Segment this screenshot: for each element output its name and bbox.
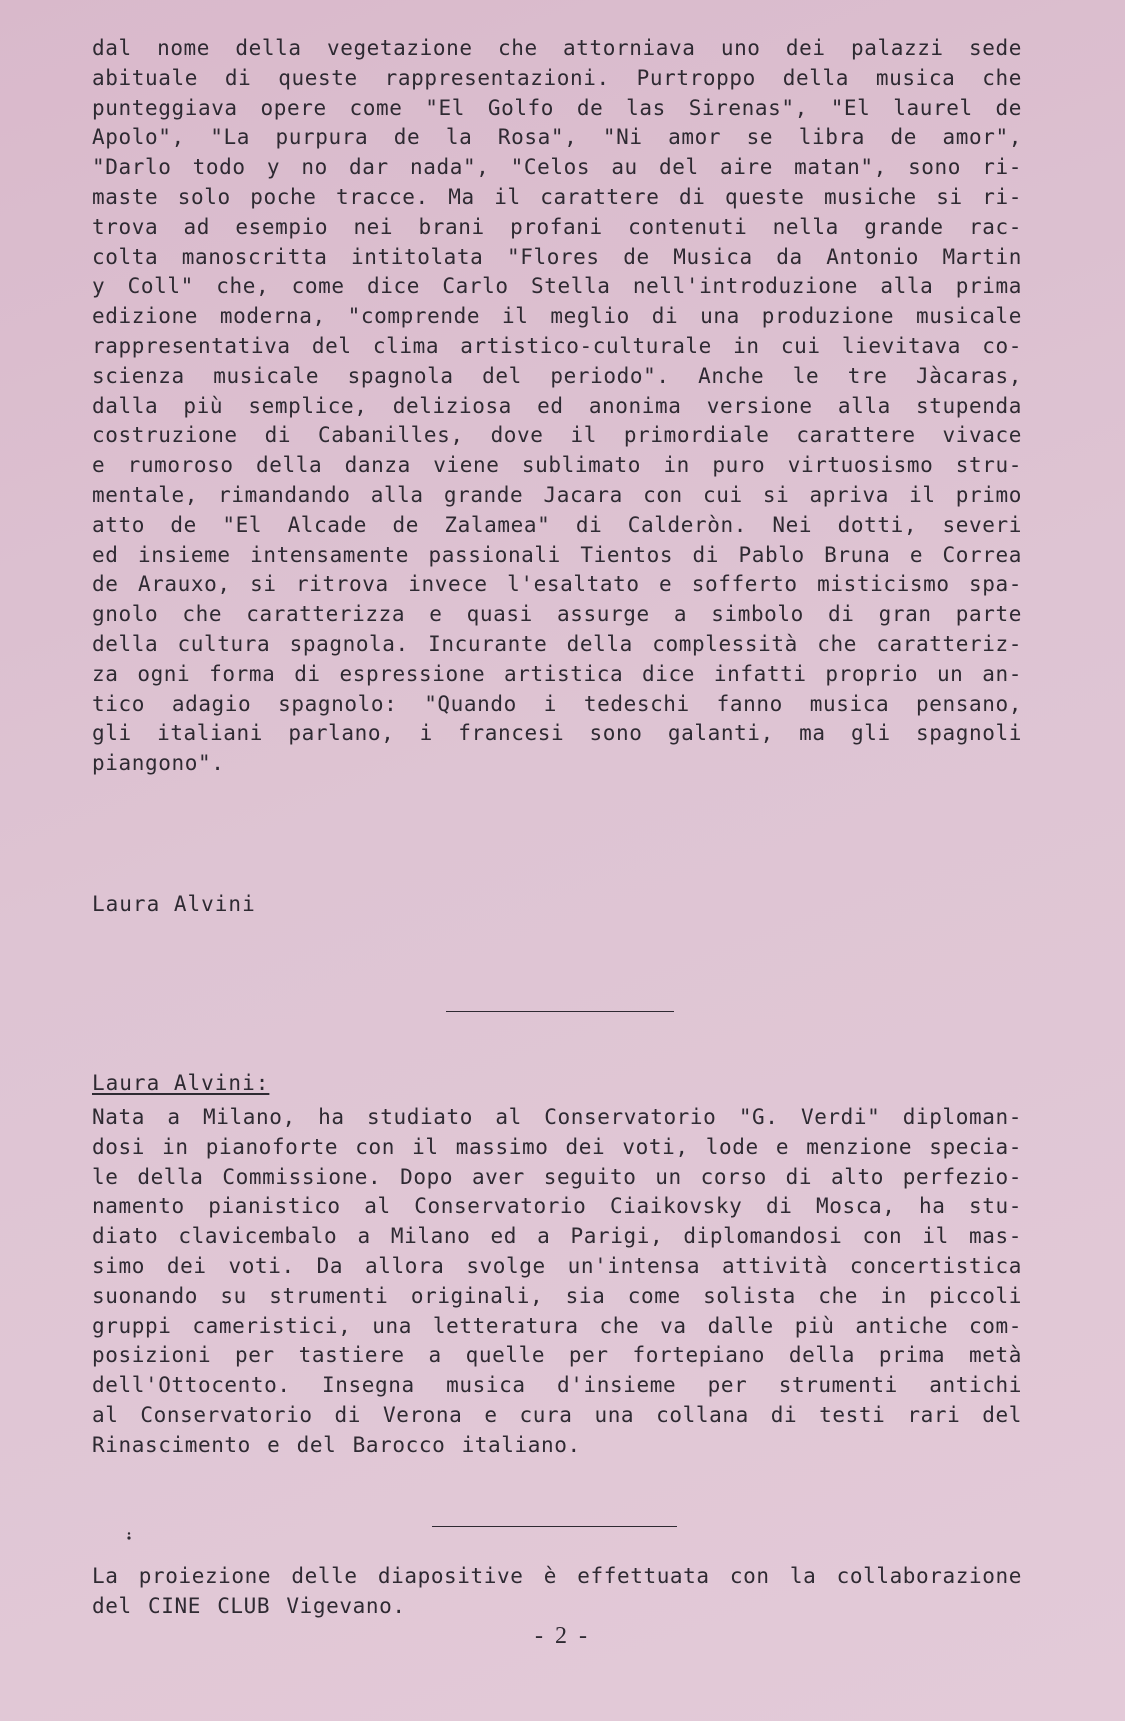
text-line: piangono".	[92, 751, 225, 776]
text-line: punteggiava opere come "El Golfo de las Sirenas", "El laurel de	[92, 95, 1022, 120]
text-line: le della Commissione. Dopo aver seguito un corso di alto perfezio-	[92, 1164, 1022, 1189]
text-line: za ogni forma di espressione artistica dice infatti proprio un an-	[92, 661, 1022, 686]
ink-mark	[127, 1532, 131, 1540]
text-line: gnolo che caratterizza e quasi assurge a simbolo di gran parte	[92, 602, 1022, 627]
text-line: rappresentativa del clima artistico-culturale in cui lievitava co-	[92, 333, 1022, 358]
text-line: dal nome della vegetazione che attorniava uno dei palazzi sede	[92, 36, 1022, 60]
text-line: dosi in pianoforte con il massimo dei voti, lode e menzione specia-	[92, 1134, 1022, 1159]
bio-paragraph	[92, 1103, 1022, 1461]
text-line: diato clavicembalo a Milano ed a Parigi, diplomandosi con il mas-	[92, 1224, 1022, 1249]
text-line: colta manoscritta intitolata "Flores de Musica da Antonio Martin	[92, 244, 1022, 269]
bio-heading: Laura Alvini:	[92, 1071, 270, 1095]
text-line: gruppi cameristici, una letteratura che va dalle più antiche com-	[92, 1313, 1022, 1338]
credit-note	[92, 1562, 1022, 1622]
text-line: maste solo poche tracce. Ma il carattere di queste musiche si ri-	[92, 184, 1022, 209]
text-line: posizioni per tastiere a quelle per fortepiano della prima metà	[92, 1343, 1022, 1368]
text-line: scienza musicale spagnola del periodo". Anche le tre Jàcaras,	[92, 363, 1022, 388]
text-line: ed insieme intensamente passionali Tientos di Pablo Bruna e Correa	[92, 542, 1022, 567]
essay-paragraph	[92, 34, 1022, 779]
text-line: dell'Ottocento. Insegna musica d'insieme per strumenti antichi	[92, 1373, 1022, 1398]
text-line: La proiezione delle diapositive è effettuata con la collaborazione	[92, 1564, 1022, 1588]
author-signature: Laura Alvini	[92, 892, 256, 916]
text-line: e rumoroso della danza viene sublimato in puro virtuosismo stru-	[92, 453, 1022, 478]
text-line: y Coll" che, come dice Carlo Stella nell'introduzione alla prima	[92, 274, 1022, 299]
text-line: atto de "El Alcade de Zalamea" di Calderòn. Nei dotti, severi	[92, 512, 1022, 537]
text-line: al Conservatorio di Verona e cura una collana di testi rari del	[92, 1402, 1022, 1427]
text-line: Nata a Milano, ha studiato al Conservatorio "G. Verdi" diploman-	[92, 1105, 1022, 1129]
text-line: mentale, rimandando alla grande Jacara con cui si apriva il primo	[92, 482, 1022, 507]
text-line: del CINE CLUB Vigevano.	[92, 1593, 406, 1618]
text-line: edizione moderna, "comprende il meglio di una produzione musicale	[92, 304, 1022, 329]
section-divider	[446, 1011, 674, 1012]
text-line: Rinascimento e del Barocco italiano.	[92, 1432, 581, 1457]
text-line: de Arauxo, si ritrova invece l'esaltato e sofferto misticismo spa-	[92, 572, 1022, 597]
text-line: simo dei voti. Da allora svolge un'intensa attività concertistica	[92, 1253, 1022, 1278]
ink-dot-icon	[127, 1532, 131, 1540]
text-line: gli italiani parlano, i francesi sono galanti, ma gli spagnoli	[92, 721, 1022, 746]
text-line: della cultura spagnola. Incurante della complessità che caratteriz-	[92, 631, 1022, 656]
page-number: - 2 -	[535, 1623, 590, 1649]
text-line: costruzione di Cabanilles, dove il primordiale carattere vivace	[92, 423, 1022, 448]
text-line: "Darlo todo y no dar nada", "Celos au del aire matan", sono ri-	[92, 155, 1022, 180]
text-line: suonando su strumenti originali, sia come solista che in piccoli	[92, 1283, 1022, 1308]
text-line: trova ad esempio nei brani profani contenuti nella grande rac-	[92, 214, 1022, 239]
text-line: tico adagio spagnolo: "Quando i tedeschi fanno musica pensano,	[92, 691, 1022, 716]
section-divider	[432, 1526, 677, 1527]
text-line: dalla più semplice, deliziosa ed anonima versione alla stupenda	[92, 393, 1022, 418]
text-line: Apolo", "La purpura de la Rosa", "Ni amor se libra de amor",	[92, 125, 1022, 150]
text-line: namento pianistico al Conservatorio Ciaikovsky di Mosca, ha stu-	[92, 1194, 1022, 1219]
text-line: abituale di queste rappresentazioni. Purtroppo della musica che	[92, 65, 1022, 90]
